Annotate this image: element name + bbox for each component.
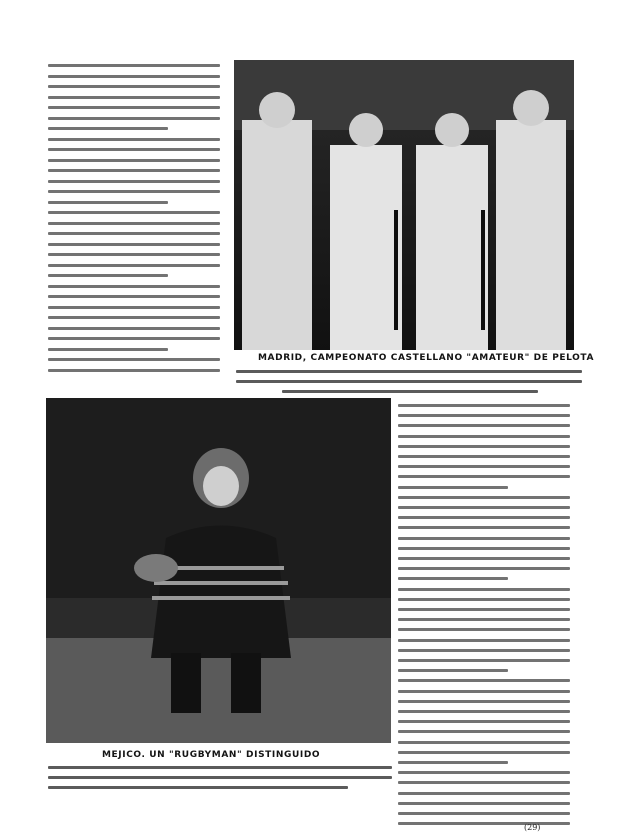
text-line <box>48 253 220 256</box>
text-line <box>398 618 570 621</box>
text-line <box>398 547 570 550</box>
text-line <box>398 598 570 601</box>
text-line <box>398 700 570 703</box>
text-line <box>48 190 220 193</box>
text-line <box>48 96 220 99</box>
text-line <box>398 486 508 489</box>
text-line <box>48 264 220 267</box>
text-line <box>398 649 570 652</box>
text-line <box>398 516 570 519</box>
text-line <box>398 537 570 540</box>
text-line <box>48 148 220 151</box>
text-line <box>398 445 570 448</box>
text-line <box>398 526 570 529</box>
text-line <box>398 424 570 427</box>
caption-line <box>236 380 582 383</box>
text-line <box>398 506 570 509</box>
caption-line <box>48 766 392 769</box>
text-line <box>48 316 220 319</box>
text-line <box>48 306 220 309</box>
text-line <box>48 337 220 340</box>
text-line <box>48 243 220 246</box>
text-line <box>398 639 570 642</box>
bottom-photo-caption-title: MEJICO. UN "RUGBYMAN" DISTINGUIDO <box>102 750 321 760</box>
rugby-player-photo-image <box>46 398 391 743</box>
text-line <box>398 792 570 795</box>
text-line <box>398 435 570 438</box>
text-line <box>48 232 220 235</box>
top-photo-caption-title: MADRID, CAMPEONATO CASTELLANO "AMATEUR" DE PELOTA <box>258 353 595 363</box>
text-line <box>398 465 570 468</box>
text-line <box>48 295 220 298</box>
text-line <box>398 812 570 815</box>
text-line <box>48 222 220 225</box>
caption-line <box>48 786 348 789</box>
text-line <box>398 557 570 560</box>
caption-line <box>282 390 538 393</box>
text-line <box>48 159 220 162</box>
text-line <box>48 180 220 183</box>
text-line <box>398 567 570 570</box>
text-line <box>398 679 570 682</box>
text-line <box>398 741 570 744</box>
text-line <box>48 211 220 214</box>
text-line <box>398 608 570 611</box>
text-line <box>398 455 570 458</box>
text-line <box>398 404 570 407</box>
text-line <box>48 358 220 361</box>
text-line <box>48 201 168 204</box>
text-line <box>398 822 570 825</box>
text-line <box>48 327 220 330</box>
caption-line <box>48 776 392 779</box>
text-line <box>48 106 220 109</box>
text-line <box>398 690 570 693</box>
rugby-player-photo <box>46 398 391 743</box>
text-line <box>48 169 220 172</box>
text-line <box>398 628 570 631</box>
text-line <box>398 730 570 733</box>
text-line <box>398 475 570 478</box>
page-number: (29) <box>524 823 541 832</box>
text-line <box>48 274 168 277</box>
text-line <box>48 75 220 78</box>
text-line <box>48 117 220 120</box>
text-line <box>48 348 168 351</box>
team-photo-image <box>234 60 574 350</box>
text-line <box>398 414 570 417</box>
text-line <box>398 802 570 805</box>
text-line <box>398 659 570 662</box>
text-line <box>398 710 570 713</box>
text-line <box>48 127 168 130</box>
text-line <box>398 761 508 764</box>
team-photo <box>234 60 574 350</box>
text-line <box>48 138 220 141</box>
text-line <box>48 85 220 88</box>
text-line <box>398 751 570 754</box>
text-line <box>48 285 220 288</box>
text-line <box>398 669 508 672</box>
caption-line <box>236 370 582 373</box>
text-line <box>48 64 220 67</box>
text-line <box>48 369 220 372</box>
text-line <box>398 720 570 723</box>
text-line <box>398 781 570 784</box>
text-line <box>398 771 570 774</box>
text-line <box>398 496 570 499</box>
text-line <box>398 577 508 580</box>
text-line <box>398 588 570 591</box>
